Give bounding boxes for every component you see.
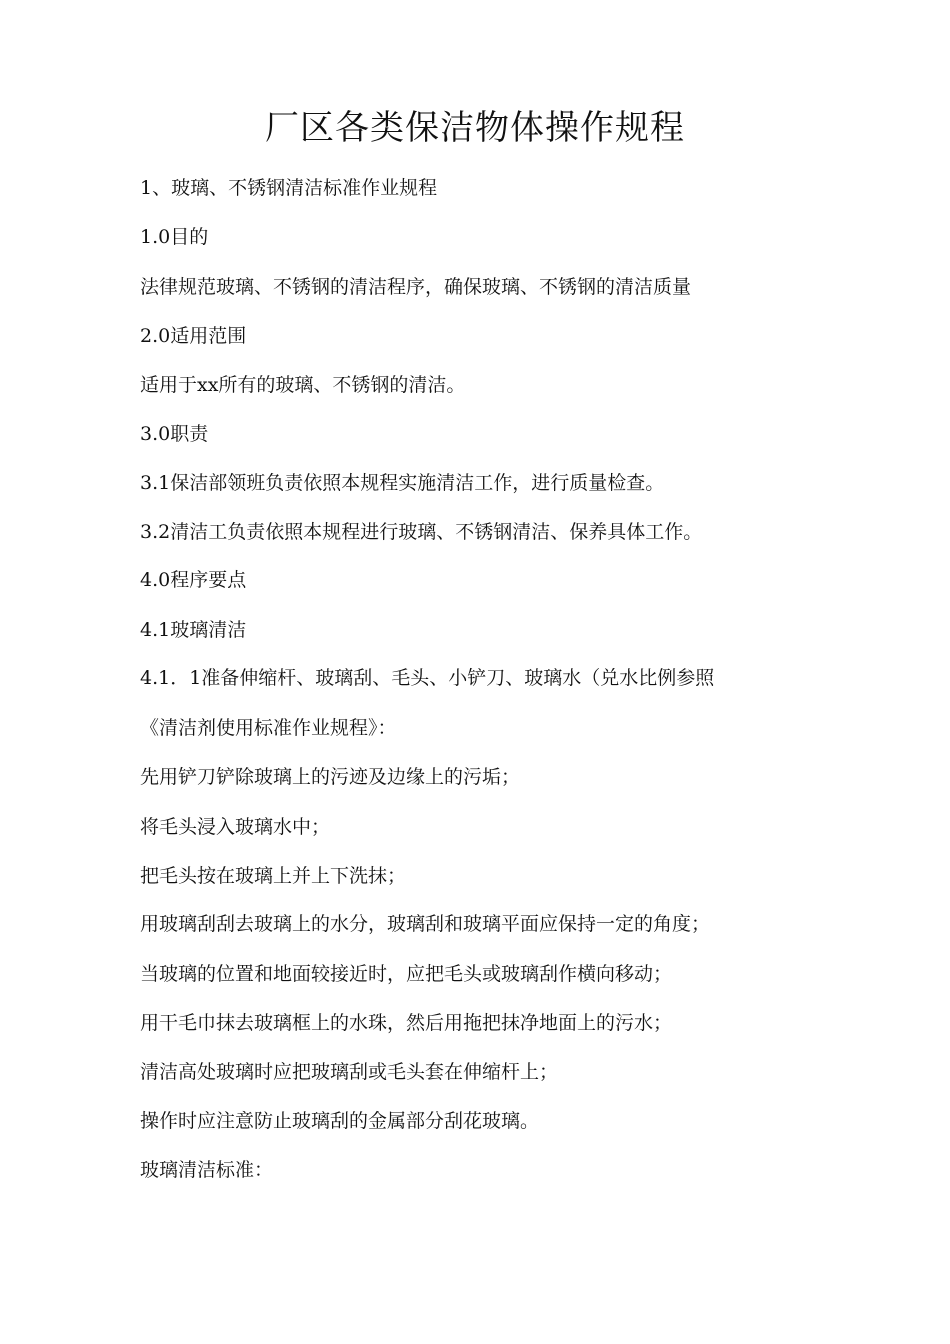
body-paragraph: 用玻璃刮刮去玻璃上的水分，玻璃刮和玻璃平面应保持一定的角度； [140, 913, 711, 935]
subsection-heading-purpose: 1.0目的 [140, 226, 209, 248]
body-paragraph: 把毛头按在玻璃上并上下洗抹； [140, 865, 407, 887]
subsection-heading-procedure: 4.0程序要点 [140, 569, 247, 591]
body-paragraph: 用干毛巾抹去玻璃框上的水珠，然后用拖把抹净地面上的污水； [140, 1012, 673, 1034]
document-title: 厂区各类保洁物体操作规程 [265, 108, 685, 148]
body-paragraph: 3.2清洁工负责依照本规程进行玻璃、不锈钢清洁、保养具体工作。 [140, 521, 703, 543]
body-paragraph: 当玻璃的位置和地面较接近时，应把毛头或玻璃刮作横向移动； [140, 963, 673, 985]
body-paragraph: 《清洁剂使用标准作业规程》： [140, 717, 397, 739]
section-heading-1: 1、玻璃、不锈钢清洁标准作业规程 [140, 177, 438, 199]
body-paragraph: 法律规范玻璃、不锈钢的清洁程序，确保玻璃、不锈钢的清洁质量 [140, 276, 692, 298]
body-paragraph: 清洁高处玻璃时应把玻璃刮或毛头套在伸缩杆上； [140, 1061, 559, 1083]
subsection-heading-glass: 4.1玻璃清洁 [140, 619, 247, 641]
body-paragraph: 操作时应注意防止玻璃刮的金属部分刮花玻璃。 [140, 1110, 540, 1132]
body-paragraph: 3.1保洁部领班负责依照本规程实施清洁工作，进行质量检查。 [140, 472, 665, 494]
subsection-heading-duties: 3.0职责 [140, 423, 209, 445]
body-paragraph: 适用于xx所有的玻璃、不锈钢的清洁。 [140, 374, 466, 396]
subsection-heading-scope: 2.0适用范围 [140, 325, 247, 347]
body-paragraph: 将毛头浸入玻璃水中； [140, 816, 331, 838]
body-paragraph: 先用铲刀铲除玻璃上的污迹及边缘上的污垢； [140, 766, 521, 788]
body-paragraph: 4.1．1准备伸缩杆、玻璃刮、毛头、小铲刀、玻璃水（兑水比例参照 [140, 667, 715, 689]
body-paragraph: 玻璃清洁标准： [140, 1159, 274, 1181]
